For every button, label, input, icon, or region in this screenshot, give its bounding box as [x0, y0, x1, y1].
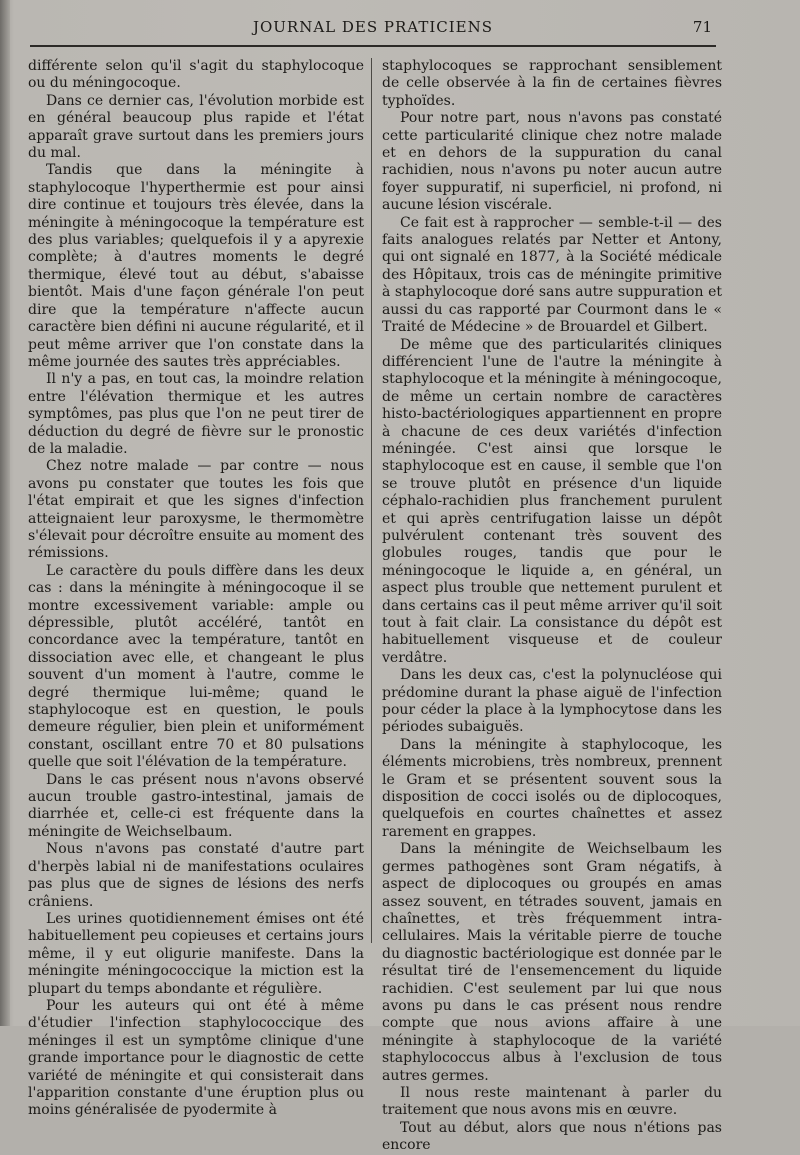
header-rule	[30, 45, 716, 47]
journal-title: JOURNAL DES PRATICIENS	[252, 18, 494, 36]
left-column	[28, 58, 364, 1120]
paragraph: De même que des particularités cliniques différencient l'une de l'autre la méningite à staphylocoque et la méningite à méningocoque, de même un certain nombre de caractères histo-bactériologiques appartiennent en propre à chacune de ces deux variétés d'infection méningée. C'est ainsi que lorsque le staphylocoque est en cause, il semble que l'on se trouve plutôt en présence d'un liquide céphalo-rachidien plus franchement purulent et qui après centrifugation laisse un dépôt pulvérulent contenant très souvent des globules rouges, tandis que pour le méningocoque le liquide a, en général, un aspect plus trouble que nettement purulent et dans certains cas il peut même arriver qu'il soit tout à fait clair. La consistance du dépôt est habituellement visqueuse et de couleur verdâtre.	[382, 336, 722, 666]
binding-edge	[0, 0, 10, 1026]
paragraph: Tandis que dans la méningite à staphylocoque l'hyperthermie est pour ainsi dire continue et toujours très élevée, dans la méningite à méningocoque la température est des plus variables; quelquefois il y a apyrexie complète; à d'autres moments le degré thermique, élevé tout au début, s'abaisse bientôt. Mais d'une façon générale l'on peut dire que la température n'affecte aucun caractère bien défini ni aucune régularité, et il peut même arriver que l'on constate dans la même journée des sautes très appréciables.	[28, 162, 364, 370]
paragraph: Les urines quotidiennement émises ont été habituellement peu copieuses et certains jours même, il y eut oligurie manifeste. Dans la méningite méningococcique la miction est la plupart du temps abondante et régulière.	[28, 910, 364, 997]
paragraph: Il nous reste maintenant à parler du traitement que nous avons mis en œuvre.	[382, 1084, 722, 1119]
paragraph: Nous n'avons pas constaté d'autre part d'herpès labial ni de manifestations oculaires pas plus que de signes de lésions des nerfs crâniens.	[28, 841, 364, 910]
running-header	[30, 16, 716, 40]
paragraph: Chez notre malade — par contre — nous avons pu constater que toutes les fois que l'état empirait et que les signes d'infection atteignaient leur paroxysme, le thermomètre s'élevait pour décroître ensuite au moment des rémissions.	[28, 458, 364, 562]
paragraph: Il n'y a pas, en tout cas, la moindre relation entre l'élévation thermique et les autres symptômes, pas plus que l'on ne peut tirer de déduction du degré de fièvre sur le pronostic de la maladie.	[28, 371, 364, 457]
paragraph: staphylocoques se rapprochant sensiblement de celle observée à la fin de certaines fièvres typhoïdes.	[382, 58, 722, 109]
page-number: 71	[692, 18, 712, 36]
right-column	[382, 58, 722, 1155]
paragraph: Dans la méningite à staphylocoque, les éléments microbiens, très nombreux, prennent le Gram et se présentent souvent sous la disposition de cocci isolés ou de diplocoques, quelquefois en courtes chaînettes et assez rarement en grappes.	[382, 736, 722, 840]
paragraph: Dans le cas présent nous n'avons observé aucun trouble gastro-intestinal, jamais de diarrhée et, celle-ci est fréquente dans la méningite de Weichselbaum.	[28, 771, 364, 840]
paragraph: Ce fait est à rapprocher — semble-t-il — des faits analogues relatés par Netter et Antony, qui ont signalé en 1877, à la Société médicale des Hôpitaux, trois cas de méningite primitive à staphylocoque doré sans autre suppuration et aussi du cas rapporté par Courmont dans le « Traité de Médecine » de Brouardel et Gilbert.	[382, 214, 722, 336]
column-divider	[371, 58, 372, 943]
paragraph: Dans la méningite de Weichselbaum les germes pathogènes sont Gram négatifs, à aspect de diplocoques ou groupés en amas assez souvent, en tétrades souvent, jamais en chaînettes, et très fréquemment intra-cellulaires. Mais la véritable pierre de touche du diagnostic bactériologique est donnée par le résultat tiré de l'ensemencement du liquide rachidien. C'est seulement par lui que nous avons pu dans le cas présent nous rendre compte que nous avions affaire à une méningite à staphylocoque de la variété staphylococcus albus à l'exclusion de tous autres germes.	[382, 841, 722, 1084]
paragraph: Tout au début, alors que nous n'étions pas encore	[382, 1119, 722, 1154]
paragraph: différente selon qu'il s'agit du staphylocoque ou du méningocoque.	[28, 58, 364, 92]
paragraph: Le caractère du pouls diffère dans les deux cas : dans la méningite à méningocoque il se montre excessivement variable: ample ou dépressible, plutôt accéléré, tantôt en concordance avec la température, tantôt en dissociation avec elle, et changeant le plus souvent d'un moment à l'autre, comme le degré thermique lui-même; quand le staphylocoque est en question, le pouls demeure régulier, bien plein et uniformément constant, oscillant entre 70 et 80 pulsations quelle que soit l'élévation de la température.	[28, 562, 364, 771]
paragraph: Pour les auteurs qui ont été à même d'étudier l'infection staphylococcique des méninges il est un symptôme clinique d'une grande importance pour le diagnostic de cette variété de méningite et qui consisterait dans l'apparition constante d'une éruption plus ou moins généralisée de pyodermite à	[28, 997, 364, 1119]
paragraph: Dans les deux cas, c'est la polynucléose qui prédomine durant la phase aiguë de l'infection pour céder la place à la lymphocytose dans les périodes subaiguës.	[382, 667, 722, 736]
paragraph: Dans ce dernier cas, l'évolution morbide est en général beaucoup plus rapide et l'état apparaît grave surtout dans les premiers jours du mal.	[28, 92, 364, 162]
paragraph: Pour notre part, nous n'avons pas constaté cette particularité clinique chez notre malade et en dehors de la suppuration du canal rachidien, nous n'avons pu noter aucun autre foyer suppuratif, ni superficiel, ni profond, ni aucune lésion viscérale.	[382, 110, 722, 214]
